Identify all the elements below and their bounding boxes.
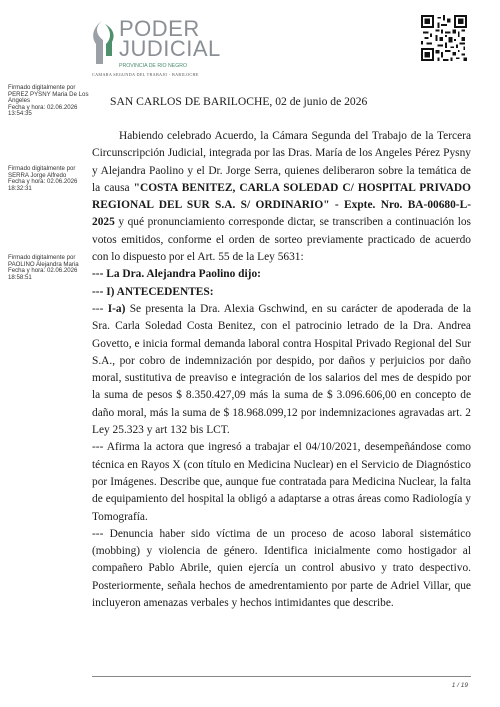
signature-line: Fecha y hora: 02.06.2026 [8,267,78,275]
logo-title-line2: JUDICIAL [119,36,221,61]
digital-signature-1 [8,85,98,118]
logo-motto: CAMARA SEGUNDA DEL TRABAJO - BARILOCHE [92,72,199,77]
signature-line: Fecha y hora: 02.06.2026 [8,103,78,111]
signature-line: 13:54:35 [8,110,32,118]
section-heading [92,284,471,301]
paragraph-1 [92,301,471,439]
document-body [92,128,471,612]
case-title: "COSTA BENITEZ, CARLA SOLEDAD C/ HOSPITAL PRIVADO REGIONAL DEL SUR S.A. S/ ORDINARIO" - Expte. Nro. BA-00680-L-2025 [92,181,471,229]
signature-line: 18:58:51 [8,273,32,281]
signature-line: SERRA Jorge Alfredo [8,171,67,179]
signature-line: Fecha y hora: 02.06.2026 [8,178,78,186]
section-heading-text: --- I) ANTECEDENTES: [92,285,214,298]
paragraph-label: I-a) [107,302,126,315]
poder-judicial-logo [92,16,221,77]
document-date-line: SAN CARLOS DE BARILOCHE, 02 de junio de 2026 [110,95,368,108]
signature-line: Angeles [8,97,31,105]
logo-emblem-icon [92,20,114,64]
judge-heading [92,266,471,283]
paragraph-prefix: --- [92,302,108,315]
logo-title-line1: PODER [119,16,200,41]
qr-code-icon [421,15,467,61]
logo-subtitle: PROVINCIA DE RIO NEGRO [119,63,188,69]
signature-line: PAOLINO Alejandra Maria [8,260,79,268]
signature-line: PEREZ PYSNY Maria De Los [8,90,89,98]
intro-text-continued: y qué pronunciamiento corresponde dictar, se transcriben a continuación los votos emitidos, conforme el orden de sorteo previamente practicado de acuerdo con lo dispuesto por el Art. 55 de la Ley 5631: [92,216,471,264]
judge-heading-text: --- La Dra. Alejandra Paolino dijo: [92,268,261,281]
paragraph-1-text: Se presenta la Dra. Alexia Gschwind, en su carácter de apoderada de la Sra. Carla Soledad Costa Benitez, con el patrocinio letrado de la Dra. Andrea Govetto, e inicia formal demanda laboral contra Hospital Privado Regional del Sur S.A., por cobro de indemnización por despido, por daños y perjuicios por daño moral, sustitutiva de preaviso e integración de los salarios del mes de despido por la suma de pesos $ 8.350.427,09 más la suma de $ 3.096.606,00 en concepto de daño moral, más la suma de $ 18.968.099,12 por indemnizaciones agravadas art. 2 Ley 25.323 y art 132 bis LCT. [92,302,471,437]
signature-line: 18:32:31 [8,184,32,192]
digital-signature-3 [8,255,98,281]
digital-signature-2 [8,166,98,192]
signature-line: Firmado digitalmente por [8,165,76,172]
paragraph-2: --- Afirma la actora que ingresó a trabajar el 04/10/2021, desempeñándose como técnica en Rayos X (con título en Medicina Nuclear) en el Servicio de Diagnóstico por Imágenes. Describe que, aunque fue contratada para Medicina Nuclear, la falta de equipamiento del hospital la obligó a adaptarse a otras áreas como Radiología y Tomografía. [92,441,471,523]
intro-paragraph [92,128,471,266]
intro-text: Habiendo celebrado Acuerdo, la Cámara Segunda del Trabajo de la Tercera Circunscripción Judicial, integrada por las Dras. María de los Angeles Pérez Pysny y Alejandra Paolino y el Dr. Jorge Serra, quienes deliberaron sobre la temática de la causa [92,130,471,194]
page-indicator: 1 / 19 [451,682,468,689]
signature-line: Firmado digitalmente por [8,84,76,91]
footer-divider [92,676,471,677]
signature-line: Firmado digitalmente por [8,254,76,261]
paragraph-3: --- Denuncia haber sido víctima de un proceso de acoso laboral sistemático (mobbing) y violencia de género. Identifica inicialmente como hostigador al compañero Pablo Abrile, quien ejercía un control abusivo y trato despectivo. Posteriormente, señala hechos de amedrentamiento por parte de Adriel Villar, que incluyeron amenazas verbales y hechos intimidantes que describe. [92,527,471,610]
